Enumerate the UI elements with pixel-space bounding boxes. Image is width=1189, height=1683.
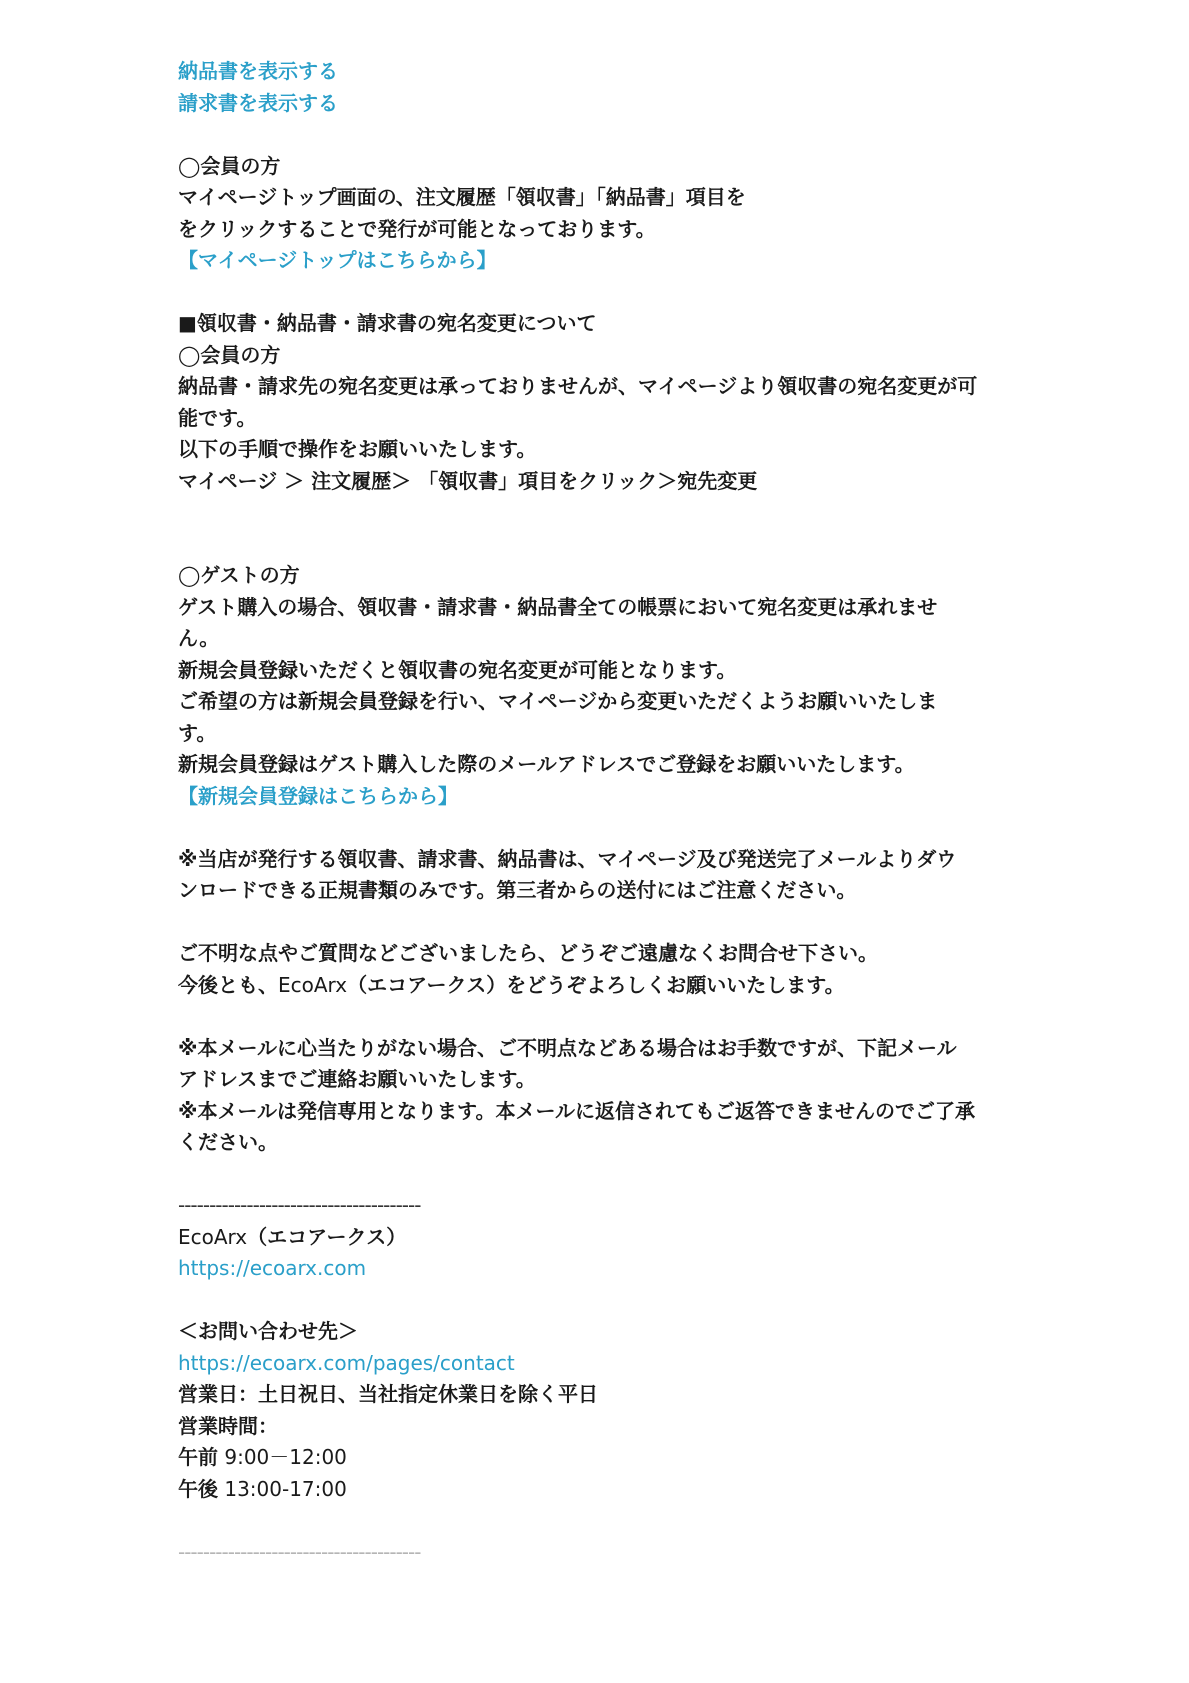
closing-prefix: 今後とも、 <box>178 972 278 997</box>
invoice-link[interactable]: 請求書を表示する <box>178 90 338 115</box>
spacer <box>178 277 1038 309</box>
business-days: 営業日：土日祝日、当社指定休業日を除く平日 <box>178 1382 598 1406</box>
contact-url-link[interactable]: https://ecoarx.com/pages/contact <box>178 1350 515 1375</box>
notice-line: ンロードできる正規書類のみです。第三者からの送付にはご注意ください。 <box>178 878 857 902</box>
spacer <box>178 1505 1038 1537</box>
closing-line: ご不明な点やご質問などございましたら、どうぞご遠慮なくお問合せ下さい。 <box>178 941 878 965</box>
spacer <box>178 497 1038 560</box>
member-text-line: 以下の手順で操作をお願いいたします。 <box>178 437 537 461</box>
end-divider: --------------------------------------- <box>178 1539 421 1564</box>
member-heading: ◯会員の方 <box>178 342 281 367</box>
guest-text-line: す。 <box>178 720 217 745</box>
email-body <box>178 56 1038 1568</box>
morning-time: 9:00－12:00 <box>218 1445 347 1469</box>
signature-brand <box>178 1222 1038 1254</box>
contact-heading: ＜お問い合わせ先＞ <box>178 1319 358 1343</box>
site-url-link[interactable]: https://ecoarx.com <box>178 1256 367 1280</box>
brand-name: EcoArx <box>278 972 348 997</box>
afternoon-time: 13:00-17:00 <box>218 1476 347 1501</box>
morning-label: 午前 <box>178 1445 218 1469</box>
delivery-note-link[interactable]: 納品書を表示する <box>178 59 338 83</box>
guest-text-line: ゲスト購入の場合、領収書・請求書・納品書全ての帳票において宛名変更は承れませ <box>178 594 938 619</box>
spacer <box>178 1159 1038 1191</box>
footnote-line: ください。 <box>178 1130 278 1154</box>
guest-text-line: ご希望の方は新規会員登録を行い、マイページから変更いただくようお願いいたしま <box>178 689 938 713</box>
member-text-line: をクリックすることで発行が可能となっております。 <box>178 216 656 241</box>
member-text-line: マイページトップ画面の、注文履歴「領収書」「納品書」項目を <box>178 185 746 209</box>
morning-hours <box>178 1442 1038 1474</box>
guest-text-line: 新規会員登録いただくと領収書の宛名変更が可能となります。 <box>178 657 737 682</box>
signature-divider: --------------------------------------- <box>178 1193 421 1217</box>
brand-kana: （エコアークス） <box>247 1224 407 1249</box>
notice-line: ※当店が発行する領収書、請求書、納品書は、マイページ及び発送完了メールよりダウ <box>178 846 957 871</box>
business-hours-label: 営業時間： <box>178 1413 278 1438</box>
footnote-line: ※本メールは発信専用となります。本メールに返信されてもご返答できませんのでご了承 <box>178 1098 976 1123</box>
spacer <box>178 1285 1038 1317</box>
spacer <box>178 1001 1038 1033</box>
spacer <box>178 119 1038 151</box>
spacer <box>178 907 1038 939</box>
closing-line <box>178 970 1038 1002</box>
mypage-top-link[interactable]: 【マイページトップはこちらから】 <box>178 248 497 272</box>
member-heading: ◯会員の方 <box>178 153 281 178</box>
address-change-title: ■領収書・納品書・請求書の宛名変更について <box>178 311 597 335</box>
footnote-line: アドレスまでご連絡お願いいたします。 <box>178 1067 536 1091</box>
spacer <box>178 812 1038 844</box>
member-steps-line: マイページ ＞ 注文履歴＞ 「領収書」項目をクリック＞宛先変更 <box>178 468 758 493</box>
register-link[interactable]: 【新規会員登録はこちらから】 <box>178 783 458 808</box>
brand-name: EcoArx <box>178 1224 248 1249</box>
guest-heading: ◯ゲストの方 <box>178 563 300 587</box>
guest-text-line: 新規会員登録はゲスト購入した際のメールアドレスでご登録をお願いいたします。 <box>178 752 915 776</box>
member-text-line: 納品書・請求先の宛名変更は承っておりませんが、マイページより領収書の宛名変更が可 <box>178 374 978 398</box>
closing-suffix: （エコアークス）をどうぞよろしくお願いいたします。 <box>347 972 845 997</box>
member-text-line: 能です。 <box>178 405 257 430</box>
afternoon-hours <box>178 1474 1038 1506</box>
guest-text-line: ん。 <box>178 626 220 650</box>
footnote-line: ※本メールに心当たりがない場合、ご不明点などある場合はお手数ですが、下記メール <box>178 1035 957 1060</box>
afternoon-label: 午後 <box>178 1476 218 1501</box>
